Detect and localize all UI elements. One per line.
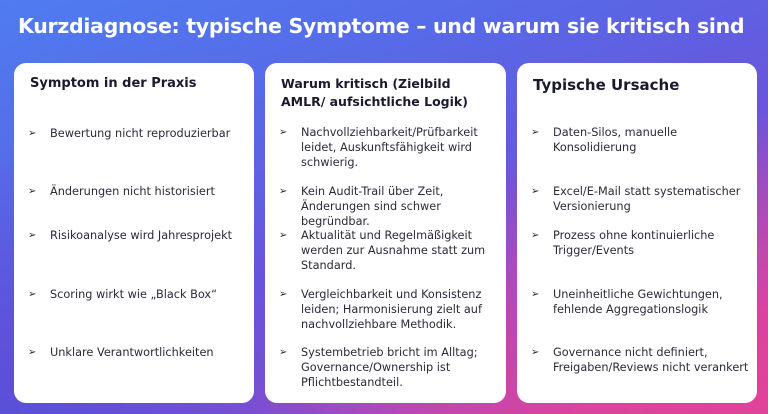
arrow-bullet-icon: ➢ xyxy=(28,230,37,241)
arrow-bullet-icon: ➢ xyxy=(28,186,37,197)
list-item xyxy=(279,287,498,332)
list-item xyxy=(279,228,498,273)
list-item-text: Aktualität und Regelmäßigkeit werden zur Ausnahme statt zum Standard. xyxy=(301,229,486,272)
list-item xyxy=(531,287,749,317)
arrow-bullet-icon: ➢ xyxy=(28,347,37,358)
list-item-text: Änderungen nicht historisiert xyxy=(50,185,215,198)
list-item xyxy=(531,125,749,155)
list-item xyxy=(279,125,498,170)
list-item-text: Vergleichbarkeit und Konsistenz leiden; Harmonisierung zielt auf nachvollziehbare Methodik. xyxy=(301,288,482,331)
card-heading: Symptom in der Praxis xyxy=(30,76,197,91)
list-item-text: Unklare Verantwortlichkeiten xyxy=(50,346,214,359)
list-item-text: Scoring wirkt wie „Black Box“ xyxy=(50,288,217,301)
list-item-text: Excel/E-Mail statt systematischer Versionierung xyxy=(553,185,741,213)
arrow-bullet-icon: ➢ xyxy=(531,186,540,197)
list-item xyxy=(28,126,246,141)
list-item-text: Governance nicht definiert, Freigaben/Reviews nicht verankert xyxy=(553,346,749,374)
card-heading: Typische Ursache xyxy=(533,76,680,94)
reason-card xyxy=(265,63,506,403)
list-item xyxy=(531,228,749,258)
list-item xyxy=(28,345,246,360)
list-item xyxy=(28,184,246,199)
list-item-text: Kein Audit-Trail über Zeit, Änderungen sind schwer begründbar. xyxy=(301,185,444,228)
list-item-text: Nachvollziehbarkeit/Prüfbarkeit leidet, Auskunftsfähigkeit wird schwierig. xyxy=(301,126,478,169)
card-heading: Warum kritisch (Zielbild AMLR/ aufsichtliche Logik) xyxy=(281,76,468,109)
arrow-bullet-icon: ➢ xyxy=(28,128,37,139)
arrow-bullet-icon: ➢ xyxy=(28,289,37,300)
arrow-bullet-icon: ➢ xyxy=(531,127,540,138)
arrow-bullet-icon: ➢ xyxy=(279,186,288,197)
list-item-text: Prozess ohne kontinuierliche Trigger/Events xyxy=(553,229,715,257)
cause-card xyxy=(517,63,757,403)
list-item-text: Risikoanalyse wird Jahresprojekt xyxy=(50,229,233,242)
arrow-bullet-icon: ➢ xyxy=(531,289,540,300)
arrow-bullet-icon: ➢ xyxy=(531,230,540,241)
arrow-bullet-icon: ➢ xyxy=(279,230,288,241)
list-item xyxy=(279,345,498,390)
arrow-bullet-icon: ➢ xyxy=(279,127,288,138)
slide-title: Kurzdiagnose: typische Symptome – und warum sie kritisch sind xyxy=(18,14,745,38)
list-item xyxy=(531,345,749,375)
arrow-bullet-icon: ➢ xyxy=(279,347,288,358)
arrow-bullet-icon: ➢ xyxy=(279,289,288,300)
symptom-card xyxy=(14,63,254,403)
list-item-text: Daten-Silos, manuelle Konsolidierung xyxy=(553,126,678,154)
list-item xyxy=(531,184,749,214)
list-item-text: Bewertung nicht reproduzierbar xyxy=(50,127,231,140)
arrow-bullet-icon: ➢ xyxy=(531,347,540,358)
list-item-text: Uneinheitliche Gewichtungen, fehlende Aggregationslogik xyxy=(553,288,723,316)
list-item xyxy=(28,228,246,243)
list-item-text: Systembetrieb bricht im Alltag; Governance/Ownership ist Pflichtbestandteil. xyxy=(301,346,478,389)
list-item xyxy=(279,184,498,229)
list-item xyxy=(28,287,246,302)
